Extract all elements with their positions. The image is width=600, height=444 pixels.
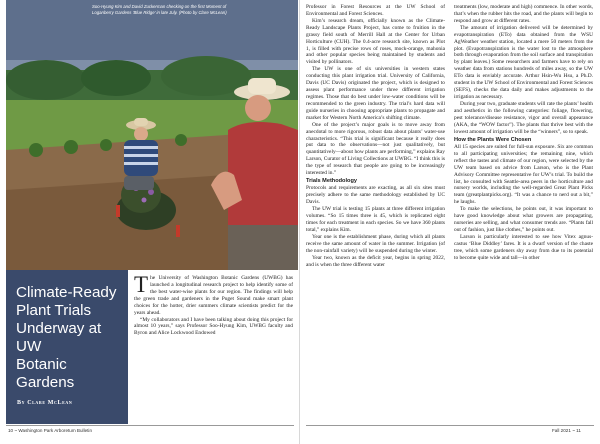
paragraph: The UW is one of six universities in western states conducting this plant irrigation trial. University of California, Davis (UC Davis) originated the project, which is designed to assess plant performance under three different irrigation regimes. Those that do best under low-water conditions will be recommended to the green industry. The trial’s hard data will guide nurseries in choosing appropriate plants to propagate and market for Western North America’s shifting climate. <box>306 66 445 121</box>
paragraph: Larson is particularly interested to see how Vitex agnus-castus ‘Blue Diddley’ fares. It is a dwarf version of the chaste tree, which some gardeners shy away from due to its potential to become quite wide and tall—in other <box>454 233 593 261</box>
left-page-number: 10 <box>8 428 14 433</box>
left-footer <box>8 428 92 433</box>
page-gutter <box>299 0 300 444</box>
paragraph: Year two, known as the deficit year, begins in spring 2022, and is when the three different water <box>306 254 445 268</box>
footer-separator: ~ <box>572 428 575 433</box>
section-heading: Trials Methodology <box>306 178 357 185</box>
article-title: Climate-Ready Plant Trials Underway at UW Botanic Gardens <box>16 284 117 391</box>
paragraph: Kim’s research dream, officially known as the Climate-Ready Landscape Plants Project, has come to fruition in the grassy field south of Merrill Hall at the Center for Urban Horticulture (CUH). The 0.4-acre research site, known as Plot 1, is filled with precise rows of roses, mock-orange, mahonia and other popular species being maintained by students and visited by pollinators. <box>306 17 445 66</box>
paragraph: All 15 species are suited for full-sun exposure. Six are common to all participating universities; the remaining nine, which reflect the tastes and climate of our region, were selected by the UW team based on advice from Larson, who is the Plant Advisory Committee representative for UW’s trial. To build the list, he consulted with Seattle-area peers in the horticulture and nursery worlds, including the well-regarded Great Plant Picks team (greatplantpicks.org). “It was a chance to nerd out a bit,” he laughs. <box>454 143 593 206</box>
paragraph: Protocols and requirements are exacting, as all six sites must precisely adhere to the same methodology established by UC Davis. <box>306 185 445 206</box>
right-footer <box>552 428 581 433</box>
right-page-column-2 <box>454 4 593 422</box>
garden-photo <box>6 0 298 270</box>
publication-name: Washington Park Arboretum Bulletin <box>18 428 92 433</box>
paragraph: During year two, graduate students will rate the plants’ health and aesthetics in the following categories: foliage, flowering, pest tolerance/disease resistance, vigor and overall appearance (AKA, the “WOW factor”). The plants that thrive best with the lowest amount of irrigation will be the “winners”, so to speak. <box>454 100 593 135</box>
right-page-number: 11 <box>576 428 581 433</box>
drop-cap: T <box>134 275 149 297</box>
paragraph: treatments (low, moderate and high) commence. In other words, that’s when the rubber hits the road, and the plants will begin to respond and grow at different rates. <box>454 4 593 24</box>
issue-date: Fall 2021 <box>552 428 571 433</box>
paragraph: Professor in Forest Resources at the UW School of Environmental and Forest Sciences. <box>306 4 445 17</box>
paragraph: “My collaborators and I have been talking about doing this project for almost 10 years,” says Professor Soo-Hyung Kim, UWBG faculty and Byron and Alice Lockwood Endowed <box>134 316 293 337</box>
right-page-column-1 <box>306 4 445 422</box>
footer-rule-left <box>6 425 294 426</box>
paragraph: he University of Washington Botanic Gardens (UWBG) has launched a longitudinal research project to help identify some of the best water-wise plants for our region. The findings will help the green trade and gardeners in the Puget Sound make smart plant choices for the hotter, drier summers climate scientists predict for the years ahead. <box>134 275 293 316</box>
photo-caption: Soo-Hyung Kim and David Zuckerman checking on the first Moment of Loganberry Gardens ‘Blue Ridge’ in late July. (Photo by Clare McLean) <box>92 4 227 15</box>
paragraph: The amount of irrigation delivered will be determined by evapotranspiration (ETo) data obtained from the WSU AgWeather weather station, located a mere 50 meters from the plot. (Evapotranspiration is the water lost to the atmosphere both through evaporation from the soil surface and transpiration by plant leaves.) Some researchers and farmers have to rely on weather data from stations hundreds of miles away, so the UW ETo data is enviably accurate. Arthur Hsin-Wu Hsu, a Ph.D. student in the UW School of Environmental and Forest Sciences (SEFS), checks the data daily and makes adjustments to the irrigation as necessary. <box>454 24 593 100</box>
footer-rule-right <box>306 425 594 426</box>
section-heading: How the Plants Were Chosen <box>454 136 532 143</box>
byline: By Clare McLean <box>17 400 73 406</box>
paragraph: Year one is the establishment phase, during which all plants receive the same amount of water in the summer. Irrigation (of the non-rainfall variety) will be suspended during the winter. <box>306 233 445 254</box>
paragraph: To make the selections, he points out, it was important to have good knowledge about what growers are propagating, nurseries are selling, and what consumer trends are. “Plants fall out of fashion, just like clothes,” he points out. <box>454 206 593 233</box>
footer-separator: ~ <box>14 428 18 433</box>
paragraph: The UW trial is testing 15 plants at three different irrigation volumes. “So 15 times three is 45, which is replicated eight times for each treatment in each species. So we have 360 plants total,” explains Kim. <box>306 206 445 233</box>
left-page-column <box>134 275 293 421</box>
paragraph: One of the project’s major goals is to move away from anecdotal to more rigorous, robust data about plants’ water-use characteristics. “This trial is significant because it really does put data to the observations—not just qualitatively, but quantitatively—about how plants are performing,” explains Ray Larson, Curator of Living Collections at UWBG. “I think this is the type of research that people are going to be increasingly interested in.” <box>306 121 445 177</box>
